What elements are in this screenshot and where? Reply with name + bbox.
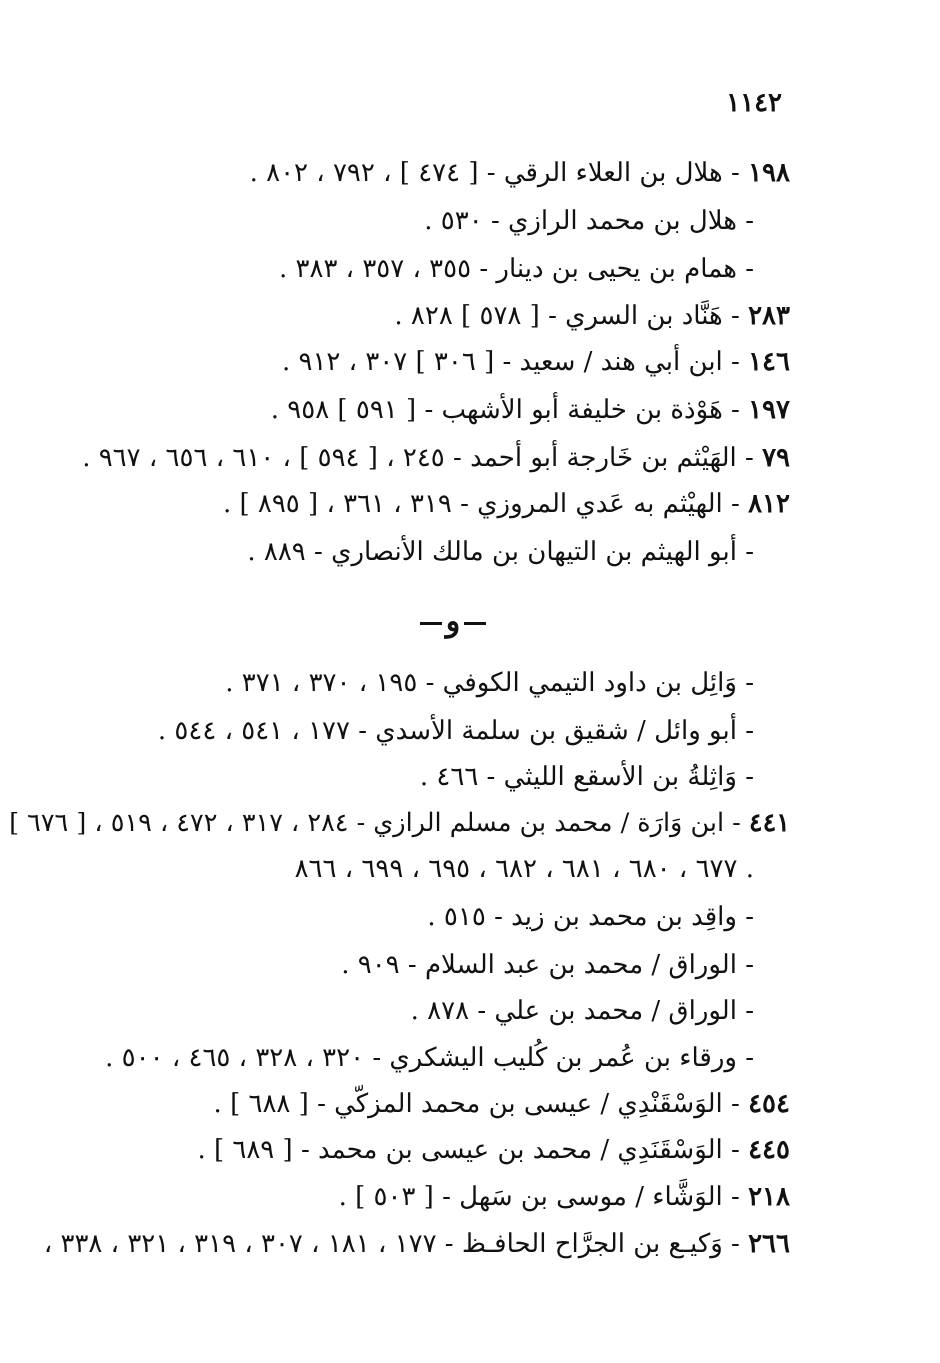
index-entry [82,441,790,475]
entry-text: - هَنَّاد بن السري - [ ٥٧٨ ] ٨٢٨ . [394,301,740,331]
entry-text: - أبو وائل / شقيق بن سلمة الأسدي - ١٧٧ ، ٥٤١ ، ٥٤٤ . [157,716,754,746]
index-entry [427,900,754,934]
index-entry [225,666,754,700]
entry-text: - همام بن يحيى بن دينار - ٣٥٥ ، ٣٥٧ ، ٣٨٣ . [278,254,754,284]
entry-text: - وَائِل بن داود التيمي الكوفي - ١٩٥ ، ٣٧٠ ، ٣٧١ . [225,668,754,698]
entry-number: ١٤٦ [748,347,790,377]
index-entry [250,156,790,190]
entry-number: ٤٤١ [748,808,790,838]
entry-text: - هَوْذة بن خليفة أبو الأشهب - [ ٥٩١ ] ٩٥٨ . [270,395,740,425]
entry-text: - وَكيـع بن الجرَّاح الحافـظ - ١٧٧ ، ١٨١ ، ٣٠٧ ، ٣١٩ ، ٣٢١ ، ٣٣٨ ، [43,1229,740,1259]
entry-text: - ابن أبي هند / سعيد - [ ٣٠٦ ] ٣٠٧ ، ٩١٢ . [281,347,740,377]
index-entry [158,714,754,748]
index-entry [282,345,790,379]
index-entry [197,1133,790,1167]
entry-number: ٢٦٦ [748,1229,790,1259]
entry-text: - الوَشَّاء / موسى بن سَهل - [ ٥٠٣ ] . [338,1182,740,1212]
entry-text: - هلال بن محمد الرازي - ٥٣٠ . [424,206,754,236]
index-entry [420,760,754,794]
index-entry [279,252,754,286]
entry-text: - الوَسْقَنْدِي / عيسى بن محمد المزكّي - [ ٦٨٨ ] . [213,1089,740,1119]
index-entry [271,393,790,427]
entry-text: ٦٧٧ ، ٦٨٠ ، ٦٨١ ، ٦٨٢ ، ٦٩٥ ، ٦٩٩ ، ٨٦٦ . [294,854,754,884]
index-entry-continuation [295,852,754,886]
index-entry [105,1041,754,1075]
index-entry [411,994,754,1028]
entry-number: ٤٤٥ [748,1135,790,1165]
entry-number: ١٩٧ [748,395,790,425]
entry-text: - الهيْثم به عَدي المروزي - ٣١٩ ، ٣٦١ ، [ ٨٩٥ ] . [222,489,740,519]
entry-text: - الوَسْقَنَدِي / محمد بن عيسى بن محمد - [ ٦٨٩ ] . [197,1135,740,1165]
index-entry [341,948,754,982]
index-entry [339,1180,790,1214]
entry-text: - الوراق / محمد بن عبد السلام - ٩٠٩ . [341,950,754,980]
index-entry [214,1087,790,1121]
entry-text: - ابن وَارَة / محمد بن مسلم الرازي - ٢٨٤ ، ٣١٧ ، ٤٧٢ ، ٥١٩ ، [ ٦٧٦ ] [9,808,741,838]
entry-text: - هلال بن العلاء الرقي - [ ٤٧٤ ] ، ٧٩٢ ، ٨٠٢ . [249,158,740,188]
entry-number: ٨١٢ [748,489,790,519]
entry-number: ٢٨٣ [748,301,790,331]
entry-number: ٧٩ [762,443,790,473]
entry-text: - الهَيْثم بن خَارجة أبو أحمد - ٢٤٥ ، [ ٥٩٤ ] ، ٦١٠ ، ٦٥٦ ، ٩٦٧ . [82,443,754,473]
index-entry [424,204,754,238]
index-entry [394,299,790,333]
section-letter-heading: و [410,604,496,639]
index-entry [247,535,754,569]
entry-text: - وَاثِلةُ بن الأسقع الليثي - ٤٦٦ . [419,762,754,792]
index-entry [44,1227,790,1261]
entry-text: - أبو الهيثم بن التيهان بن مالك الأنصاري - ٨٨٩ . [247,537,754,567]
entry-text: - ورقاء بن عُمر بن كُليب اليشكري - ٣٢٠ ، ٣٢٨ ، ٤٦٥ ، ٥٠٠ . [105,1043,754,1073]
entry-text: - الوراق / محمد بن علي - ٨٧٨ . [410,996,754,1026]
entry-text: - واقِد بن محمد بن زيد - ٥١٥ . [427,902,754,932]
index-entry [9,806,790,840]
entry-number: ٢١٨ [748,1182,790,1212]
entry-number: ١٩٨ [748,158,790,188]
entry-number: ٤٥٤ [748,1089,790,1119]
page-number: ١١٤٢ [726,88,782,118]
index-entry [223,487,790,521]
